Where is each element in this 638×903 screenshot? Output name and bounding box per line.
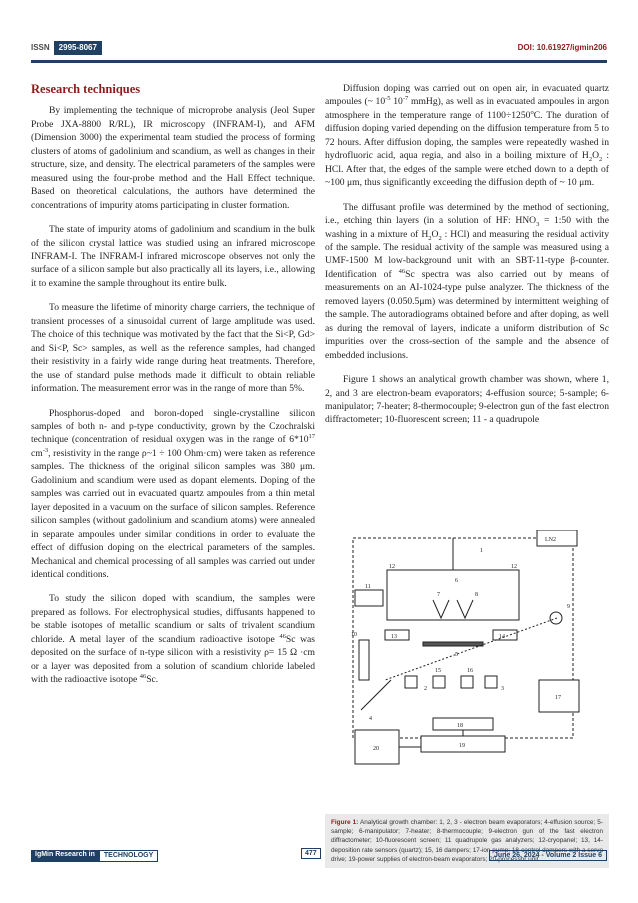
svg-text:18: 18 xyxy=(457,723,463,729)
ln2-label: LN2 xyxy=(545,537,556,543)
sample xyxy=(423,642,483,646)
issue-date: June 26, 2024 - Volume 2 Issue 6 xyxy=(489,850,607,861)
svg-text:10: 10 xyxy=(351,632,357,638)
journal-section: TECHNOLOGY xyxy=(99,850,158,862)
page-header xyxy=(31,41,607,59)
sensor-14 xyxy=(493,630,517,640)
svg-text:4: 4 xyxy=(369,716,372,722)
right-column xyxy=(325,82,609,438)
svg-text:6: 6 xyxy=(455,578,458,584)
svg-text:12: 12 xyxy=(511,564,517,570)
paragraph-figure-intro: Figure 1 shows an analytical growth chamber was shown, where 1, 2, and 3 are electron-beam evaporators; 4-effusion source; 5-sample; 6-manipulator; 7-heater; 8-thermocouple; 9-electron gun of the fast electron diffractometer; 10-fluorescent screen; 11 - a quadrupole xyxy=(325,374,609,426)
svg-text:20: 20 xyxy=(373,746,379,752)
journal-tag[interactable] xyxy=(31,850,158,862)
effusion-source xyxy=(361,680,391,710)
issn-label: ISSN xyxy=(31,41,54,55)
paragraph-scandium: To study the silicon doped with scandium, the samples were prepared as follows. For electrophysical studies, diffusants happened to be stable isotopes of metallic scandium or salts of trivalent scandium chloride. A metal layer of the scandium radioactive isotope $^{46}$Sc was deposited on the surface of n-type silicon with a resistivity ρ= 15 Ω ·cm or a layer was deposited from a solution of scandium chloride labeled with the radioactive isotope $^{46}$Sc. xyxy=(31,593,316,686)
svg-text:12: 12 xyxy=(389,564,395,570)
sensor-13 xyxy=(385,630,409,640)
manipulator-frame xyxy=(387,570,519,620)
svg-text:7: 7 xyxy=(437,592,440,598)
svg-text:1: 1 xyxy=(480,548,483,554)
svg-text:14: 14 xyxy=(499,634,505,640)
ln2-box xyxy=(537,530,577,546)
page-footer xyxy=(31,850,607,870)
heater-right xyxy=(457,600,473,618)
caption-text: Analytical growth chamber: 1, 2, 3 - electron beam evaporators; 4-effusion source; 5-sample; 6-manipulator; 7-heater; 8-thermocouple; 9-electron gun of the fast electron diffractometer; 10-fluorescent screen; 11 quadrupole gas analyzers; 12-cryopanel; 13, 14- deposition rate sensors (quartz); 15, 16 dampers; 17-ion pump; 18-control dampers with a servo drive; 19-power supplies of electron-beam evaporators; 20-processor unit. xyxy=(331,819,603,863)
issn-number: 2995-8067 xyxy=(54,41,102,55)
issn-badge xyxy=(31,41,102,55)
svg-text:3: 3 xyxy=(501,686,504,692)
evaporator-2 xyxy=(405,676,417,688)
page-number: 477 xyxy=(301,850,321,857)
journal-name: IgMin Research in xyxy=(31,850,99,862)
paragraph-diffusion: Diffusion doping was carried out on open air, in evacuated quartz ampoules (~ $10^{-5}$ $10^{-7}$ mmHg), as well as in evacuated ampoules in argon atmosphere in the temperature range of $1100\div 1250^oC$. The duration of diffusion doping varied depending on the diffusion temperature from 5 to 72 hours. After diffusion doping, the samples were repeatedly washed in hydrofluoric acid, aqua regia, and also in a boiling mixture of $H_2O_2$ : HCl. After that, the edges of the sample were etched down to a depth of ~100 μm, thus significantly exceeding the diffusion depth of ~ 10 μm. xyxy=(325,83,610,189)
damper-15 xyxy=(433,676,445,688)
evaporator-3 xyxy=(485,676,497,688)
svg-text:5: 5 xyxy=(455,652,458,658)
paragraph-lifetime: To measure the lifetime of minority charge carriers, the technique of transient processes of a sinusoidal current of large amplitude was used. The choice of this technique was motivated by the fact that the Si<P, Gd> and Si<P, Sc> samples, as well as the reference samples, had changed their resistivity in a fairly wide range during heat treatments. Therefore, the use of standard pulse methods made it difficult to obtain reliable information. The measurement error was in the range of more than 5%. xyxy=(31,302,315,395)
svg-text:16: 16 xyxy=(467,668,473,674)
paragraph-profile: The diffusant profile was determined by the method of sectioning, i.e., etching thin layers (in a solution of HF: $HNO_3$ = 1:50 with the washing in a mixture of $H_2O_2$ : HCl) and measuring the residual activity of the sample. The residual activity of the sample was measured using a UMF-1500 M low-background unit with an SBT-11-type β-counter. Identification of $^{46}$Sc spectra was also carried out by means of measurements on an AI-1024-type pulse analyzer. The thickness of the removed layers (0.050.5μm) was determined by intermittent weighing of the sample. The autoradiograms obtained before and after doping, as well as during the removal of layers, indicate a uniform distribution of Sc impurities over the cross-section of the sample and the absence of embedded inclusions. xyxy=(325,201,610,361)
svg-text:8: 8 xyxy=(475,592,478,598)
figure-growth-chamber xyxy=(325,530,609,810)
section-title: Research techniques xyxy=(31,82,141,96)
svg-text:9: 9 xyxy=(567,604,570,610)
svg-text:11: 11 xyxy=(365,584,371,590)
svg-text:2: 2 xyxy=(424,686,427,692)
caption-label: Figure 1: xyxy=(331,819,359,826)
header-divider xyxy=(31,60,607,63)
svg-text:19: 19 xyxy=(459,743,465,749)
heater-left xyxy=(433,600,449,618)
paragraph-infram: The state of impurity atoms of gadolinium and scandium in the bulk of the silicon crystal lattice was studied using an infrared microscope INFRAM-I. The INFRAM-I infrared microscope observes not only the surface of a silicon sample but also practically all its layers, i.e., allowing it to examine the sample throughout its entire bulk. xyxy=(31,224,315,289)
control-dampers xyxy=(433,718,493,730)
gas-analyzer xyxy=(355,590,383,606)
damper-16 xyxy=(461,676,473,688)
paragraph-samples: Phosphorus-doped and boron-doped single-crystalline silicon samples of both n- and p-type conductivity, grown by the Czochralski technique (concentration of residual oxygen was in the range of $6*10^{17}$ $cm^{-3}$, resistivity in the range ρ~1 ÷ 100 Ohm·cm) were taken as reference samples. The thickness of the original silicon samples was 380 μm. Gadolinium and scandium were used as dopant elements. Doping of the samples was carried out in evacuated quartz ampoules from a thin metal layer deposited in a vacuum on the surface of silicon samples. Reference silicon samples (without gadolinium and scandium atoms) were annealed in separate ampoules under similar conditions in order to evaluate the effect of diffusion doping on the electrical parameters of the samples. Mechanical and chemical processing of all samples was carried out under identical conditions. xyxy=(31,407,315,580)
chamber-diagram xyxy=(325,530,609,810)
svg-text:13: 13 xyxy=(391,634,397,640)
paragraph-techniques: By implementing the technique of microprobe analysis (Jeol Super Probe JXA-8800 R/RL), IR microscopy (INFRAM-I), and AFM (Dimension 3000) the experimental team studied the process of forming clusters of atoms of gadolinium and scandium, as well as changes in their structure, size, and density. The electrical parameters of the samples were measured using the four-probe method and the Hall Effect technique. Based on theoretical calculations, the authors have determined the concentrations of impurity atoms participating in cluster formation. xyxy=(31,105,315,211)
svg-text:15: 15 xyxy=(435,668,441,674)
doi-link[interactable]: DOI: 10.61927/igmin206 xyxy=(517,43,607,52)
svg-text:17: 17 xyxy=(555,695,561,701)
fluorescent-screen xyxy=(359,640,369,680)
left-column xyxy=(31,82,315,698)
